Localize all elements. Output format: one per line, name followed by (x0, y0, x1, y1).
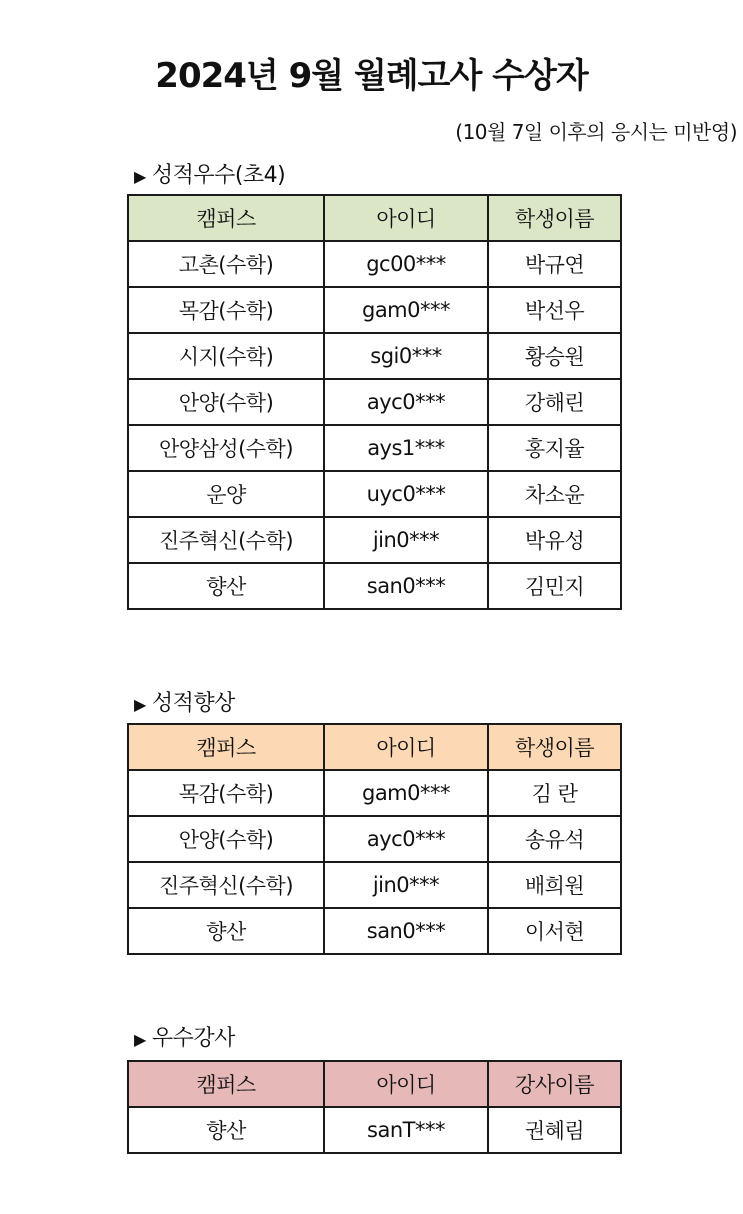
note-text: (10월 7일 이후의 응시는 미반영) (455, 120, 737, 144)
table-header-row (128, 724, 621, 770)
table-row (128, 517, 621, 563)
table-row (128, 333, 621, 379)
campus-cell: 진주혁신(수학) (128, 862, 324, 908)
id-cell: ayc0*** (324, 379, 488, 425)
table-row (128, 908, 621, 954)
name-cell: 권혜림 (488, 1107, 621, 1153)
column-header: 아이디 (324, 1061, 488, 1107)
section-title: 성적우수(초4) (151, 163, 286, 188)
id-cell: gam0*** (324, 287, 488, 333)
table-row (128, 287, 621, 333)
column-header: 캠퍼스 (128, 724, 324, 770)
triangle-bullet-icon: ▶ (134, 1030, 146, 1049)
section-title: 성적향상 (151, 691, 235, 716)
campus-cell: 향산 (128, 1107, 324, 1153)
name-cell: 차소윤 (488, 471, 621, 517)
id-cell: gam0*** (324, 770, 488, 816)
name-cell: 박유성 (488, 517, 621, 563)
id-cell: sanT*** (324, 1107, 488, 1153)
triangle-bullet-icon: ▶ (134, 695, 146, 714)
id-cell: san0*** (324, 908, 488, 954)
column-header: 학생이름 (488, 195, 621, 241)
id-cell: sgi0*** (324, 333, 488, 379)
table-row (128, 563, 621, 609)
triangle-bullet-icon: ▶ (134, 167, 146, 186)
id-cell: jin0*** (324, 517, 488, 563)
section-title: 우수강사 (151, 1026, 235, 1051)
campus-cell: 시지(수학) (128, 333, 324, 379)
campus-cell: 목감(수학) (128, 287, 324, 333)
campus-cell: 안양(수학) (128, 816, 324, 862)
name-cell: 박선우 (488, 287, 621, 333)
campus-cell: 운양 (128, 471, 324, 517)
table-row (128, 241, 621, 287)
column-header: 캠퍼스 (128, 195, 324, 241)
table-row (128, 1107, 621, 1153)
id-cell: ayc0*** (324, 816, 488, 862)
name-cell: 박규연 (488, 241, 621, 287)
id-cell: uyc0*** (324, 471, 488, 517)
section-heading-excellence (134, 158, 285, 189)
name-cell: 황승원 (488, 333, 621, 379)
section-heading-improvement (134, 686, 235, 717)
name-cell: 배희원 (488, 862, 621, 908)
id-cell: jin0*** (324, 862, 488, 908)
name-cell: 송유석 (488, 816, 621, 862)
campus-cell: 고촌(수학) (128, 241, 324, 287)
table-row (128, 816, 621, 862)
improvement-table (127, 723, 622, 955)
campus-cell: 진주혁신(수학) (128, 517, 324, 563)
section-heading-teachers (134, 1021, 235, 1052)
campus-cell: 안양삼성(수학) (128, 425, 324, 471)
name-cell: 김민지 (488, 563, 621, 609)
id-cell: ays1*** (324, 425, 488, 471)
name-cell: 이서현 (488, 908, 621, 954)
column-header: 캠퍼스 (128, 1061, 324, 1107)
excellence-table (127, 194, 622, 610)
id-cell: gc00*** (324, 241, 488, 287)
table-row (128, 425, 621, 471)
campus-cell: 향산 (128, 908, 324, 954)
name-cell: 김 란 (488, 770, 621, 816)
id-cell: san0*** (324, 563, 488, 609)
table-header-row (128, 1061, 621, 1107)
column-header: 강사이름 (488, 1061, 621, 1107)
table-row (128, 471, 621, 517)
campus-cell: 안양(수학) (128, 379, 324, 425)
column-header: 아이디 (324, 195, 488, 241)
table-row (128, 862, 621, 908)
teachers-table (127, 1060, 622, 1154)
table-row (128, 770, 621, 816)
table-header-row (128, 195, 621, 241)
name-cell: 강해린 (488, 379, 621, 425)
campus-cell: 향산 (128, 563, 324, 609)
column-header: 아이디 (324, 724, 488, 770)
name-cell: 홍지율 (488, 425, 621, 471)
campus-cell: 목감(수학) (128, 770, 324, 816)
column-header: 학생이름 (488, 724, 621, 770)
page-title: 2024년 9월 월례고사 수상자 (155, 56, 588, 96)
table-row (128, 379, 621, 425)
